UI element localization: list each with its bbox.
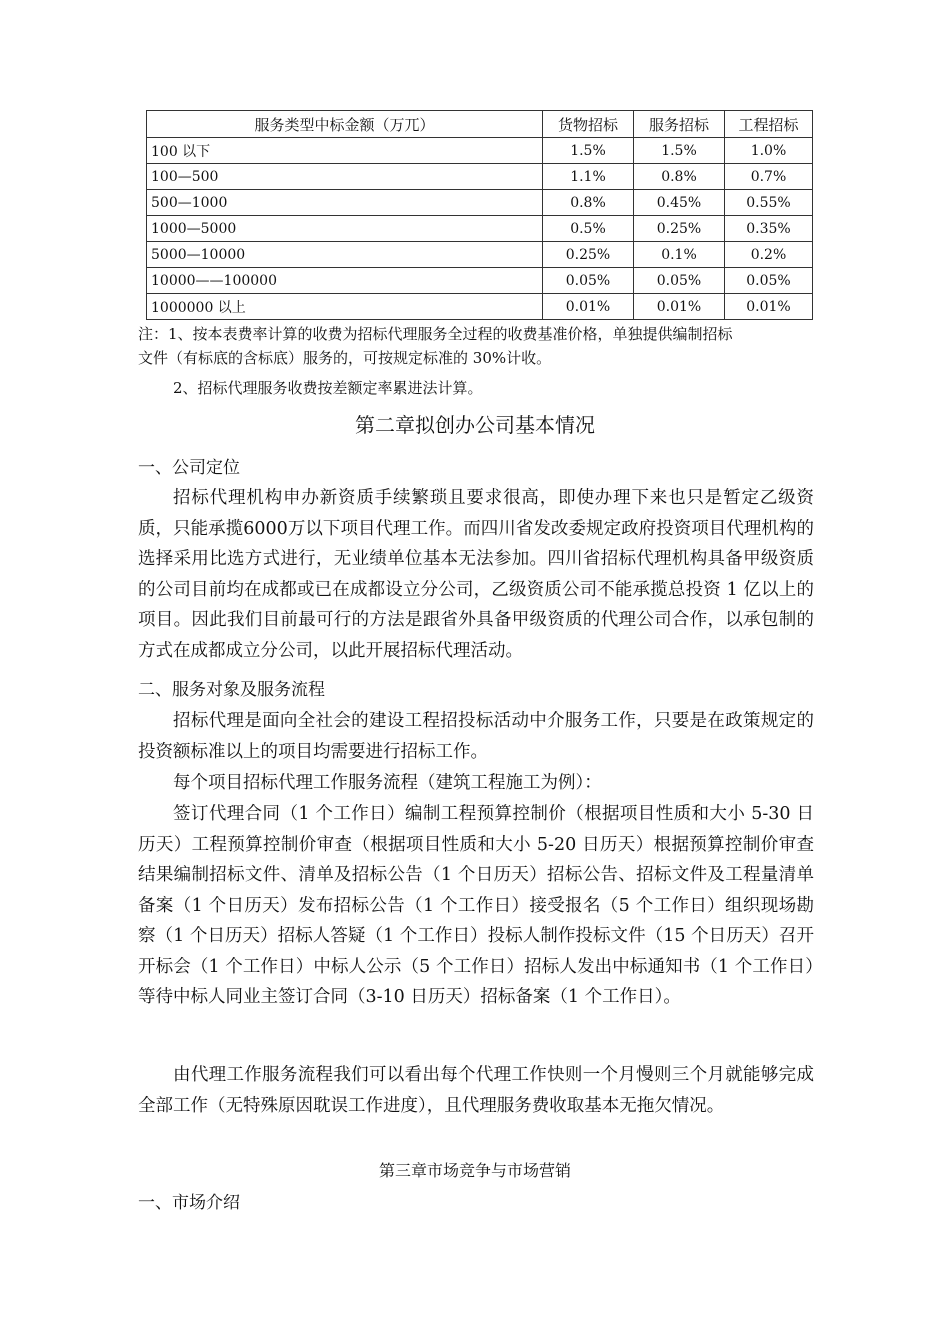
cell-service: 1.5% xyxy=(634,138,725,164)
section-company-positioning-title: 一、公司定位 xyxy=(138,458,240,478)
cell-service: 0.01% xyxy=(634,294,725,320)
fee-rate-table xyxy=(146,110,813,320)
paragraph-service-flow-steps: 签订代理合同（1 个工作日）编制工程预算控制价（根据项目性质和大小 5-30 日历天）工程预算控制价审查（根据项目性质和大小 5-20 日历天）根据预算控制价审查结果编制招标文件、清单及招标公告（1 个日历天）招标公告、招标文件及工程量清单备案（1 个日历天）发布招标公告（1 个工作日）接受报名（5 个工作日）组织现场勘察（1 个日历天）招标人答疑（1 个工作日）投标人制作投标文件（15 个日历天）召开开标会（1 个工作日）中标人公示（5 个工作日）招标人发出中标通知书（1 个工作日）等待中标人同业主签订合同（3-10 日历天）招标备案（1 个工作日）。 xyxy=(138,804,814,1007)
cell-range: 1000—5000 xyxy=(147,216,543,242)
note-line-1: 注：1、按本表费率计算的收费为招标代理服务全过程的收费基准价格，单独提供编制招标 xyxy=(138,325,733,343)
note-line-2: 文件（有标底的含标底）服务的，可按规定标准的 30%计收。 xyxy=(138,349,552,367)
cell-range: 1000000 以上 xyxy=(147,294,543,320)
table-row xyxy=(147,216,813,242)
cell-goods: 0.05% xyxy=(543,268,634,294)
cell-service: 0.45% xyxy=(634,190,725,216)
cell-range: 10000——100000 xyxy=(147,268,543,294)
cell-engineering: 0.05% xyxy=(725,268,813,294)
table-row xyxy=(147,190,813,216)
cell-engineering: 0.7% xyxy=(725,164,813,190)
cell-goods: 1.1% xyxy=(543,164,634,190)
cell-goods: 0.5% xyxy=(543,216,634,242)
table-row xyxy=(147,164,813,190)
cell-service: 0.1% xyxy=(634,242,725,268)
cell-range: 100 以下 xyxy=(147,138,543,164)
header-goods: 货物招标 xyxy=(543,111,634,138)
paragraph-service-target: 招标代理是面向全社会的建设工程招投标活动中介服务工作，只要是在政策规定的投资额标准以上的项目均需要进行招标工作。 xyxy=(138,711,814,762)
cell-service: 0.25% xyxy=(634,216,725,242)
table-row xyxy=(147,138,813,164)
table-header-row xyxy=(147,111,813,138)
chapter-3-title: 第三章市场竞争与市场营销 xyxy=(378,1161,571,1180)
cell-engineering: 0.2% xyxy=(725,242,813,268)
cell-range: 5000—10000 xyxy=(147,242,543,268)
paragraph-company-positioning: 招标代理机构申办新资质手续繁琐且要求很高，即使办理下来也只是暂定乙级资质，只能承揽6000万以下项目代理工作。而四川省发改委规定政府投资项目代理机构的选择采用比选方式进行，无业绩单位基本无法参加。四川省招标代理机构具备甲级资质的公司目前均在成都或已在成都设立分公司，乙级资质公司不能承揽总投资 1 亿以上的项目。因此我们目前最可行的方法是跟省外具备甲级资质的代理公司合作，以承包制的方式在成都成立分公司，以此开展招标代理活动。 xyxy=(138,488,814,661)
cell-range: 500—1000 xyxy=(147,190,543,216)
cell-engineering: 0.01% xyxy=(725,294,813,320)
cell-goods: 1.5% xyxy=(543,138,634,164)
cell-service: 0.8% xyxy=(634,164,725,190)
header-engineering: 工程招标 xyxy=(725,111,813,138)
cell-engineering: 0.35% xyxy=(725,216,813,242)
cell-goods: 0.01% xyxy=(543,294,634,320)
section-service-target-title: 二、服务对象及服务流程 xyxy=(138,680,325,700)
cell-service: 0.05% xyxy=(634,268,725,294)
table-row xyxy=(147,268,813,294)
cell-engineering: 0.55% xyxy=(725,190,813,216)
cell-goods: 0.25% xyxy=(543,242,634,268)
header-service: 服务招标 xyxy=(634,111,725,138)
note-line-3: 2、招标代理服务收费按差额定率累进法计算。 xyxy=(173,379,483,397)
cell-range: 100—500 xyxy=(147,164,543,190)
section-market-intro-title: 一、市场介绍 xyxy=(138,1193,240,1213)
table-row xyxy=(147,242,813,268)
header-amount-range: 服务类型中标金额（万兀） xyxy=(147,111,543,138)
chapter-2-title: 第二章拟创办公司基本情况 xyxy=(355,413,595,437)
cell-engineering: 1.0% xyxy=(725,138,813,164)
paragraph-service-flow-summary: 由代理工作服务流程我们可以看出每个代理工作快则一个月慢则三个月就能够完成全部工作（无特殊原因耽误工作进度），且代理服务费收取基本无拖欠情况。 xyxy=(138,1065,814,1116)
table-row xyxy=(147,294,813,320)
paragraph-service-flow-intro: 每个项目招标代理工作服务流程（建筑工程施工为例）： xyxy=(173,773,602,793)
cell-goods: 0.8% xyxy=(543,190,634,216)
